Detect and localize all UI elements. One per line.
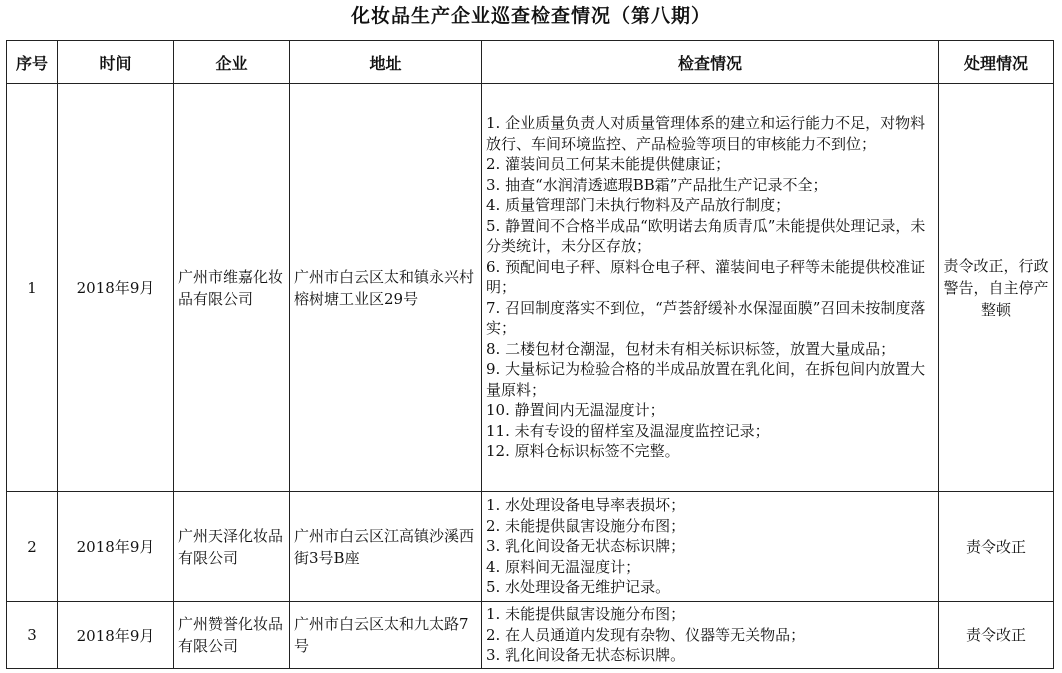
issue-item: 6. 预配间电子秤、原料仓电子秤、灌装间电子秤等未能提供校准证明；: [486, 257, 926, 297]
row-handling: 责令改正: [939, 492, 1054, 602]
header-company: 企业: [174, 41, 290, 84]
issue-item: 8. 二楼包材仓潮湿，包材未有相关标识标签，放置大量成品；: [486, 339, 896, 358]
row-issues: [482, 602, 939, 669]
row-address: 广州市白云区太和九太路7号: [290, 602, 482, 669]
header-row: [7, 41, 1054, 84]
row-company: 广州市维嘉化妆品有限公司: [174, 84, 290, 492]
row-time: 2018年9月: [58, 84, 174, 492]
row-index: 3: [7, 602, 58, 669]
issue-item: 12. 原料仓标识标签不完整。: [486, 442, 680, 461]
header-address: 地址: [290, 41, 482, 84]
header-time: 时间: [58, 41, 174, 84]
row-time: 2018年9月: [58, 602, 174, 669]
issue-item: 1. 水处理设备电导率表损坏；: [486, 496, 686, 515]
page-title: 化妆品生产企业巡查检查情况（第八期）: [350, 5, 711, 27]
issue-item: 7. 召回制度落实不到位，“芦荟舒缓补水保湿面膜”召回未按制度落实；: [486, 298, 926, 338]
issue-item: 9. 大量标记为检验合格的半成品放置在乳化间，在拆包间内放置大量原料；: [486, 360, 926, 399]
row-company: 广州赞誉化妆品有限公司: [174, 602, 290, 669]
issue-item: 2. 未能提供鼠害设施分布图；: [486, 516, 686, 535]
row-handling: 责令改正，行政警告，自主停产整顿: [939, 84, 1054, 492]
issue-item: 4. 原料间无温湿度计；: [486, 557, 641, 576]
issue-item: 2. 在人员通道内发现有杂物、仪器等无关物品；: [486, 625, 806, 644]
issue-item: 1. 企业质量负责人对质量管理体系的建立和运行能力不足，对物料放行、车间环境监控、产品检验等项目的审核能力不到位；: [486, 114, 926, 153]
issue-item: 2. 灌装间员工何某未能提供健康证；: [486, 155, 731, 174]
row-company: 广州天泽化妆品有限公司: [174, 492, 290, 602]
issue-item: 1. 未能提供鼠害设施分布图；: [486, 605, 686, 624]
issue-item: 5. 静置间不合格半成品“欧明诺去角质青瓜”未能提供处理记录，未分类统计，未分区存放；: [486, 216, 926, 256]
row-address: 广州市白云区江高镇沙溪西街3号B座: [290, 492, 482, 602]
table-row: [7, 492, 1054, 602]
row-index: 2: [7, 492, 58, 602]
issue-item: 5. 水处理设备无维护记录。: [486, 578, 671, 597]
issue-item: 3. 乳化间设备无状态标识牌；: [486, 537, 686, 556]
row-issues: [482, 492, 939, 602]
issue-item: 10. 静置间内无温湿度计；: [486, 401, 665, 420]
inspection-table: [6, 40, 1054, 669]
row-handling: 责令改正: [939, 602, 1054, 669]
row-issues: [482, 84, 939, 492]
issue-item: 3. 抽查“水润清透遮瑕BB霜”产品批生产记录不全；: [486, 175, 828, 194]
issue-item: 11. 未有专设的留样室及温湿度监控记录；: [486, 421, 770, 440]
issue-item: 4. 质量管理部门未执行物料及产品放行制度；: [486, 196, 791, 215]
header-inspection: 检查情况: [482, 41, 939, 84]
row-index: 1: [7, 84, 58, 492]
row-address: 广州市白云区太和镇永兴村榕树塘工业区29号: [290, 84, 482, 492]
header-index: 序号: [7, 41, 58, 84]
table-row: [7, 84, 1054, 492]
header-handling: 处理情况: [939, 41, 1054, 84]
row-time: 2018年9月: [58, 492, 174, 602]
issue-item: 3. 乳化间设备无状态标识牌。: [486, 646, 686, 665]
table-row: [7, 602, 1054, 669]
